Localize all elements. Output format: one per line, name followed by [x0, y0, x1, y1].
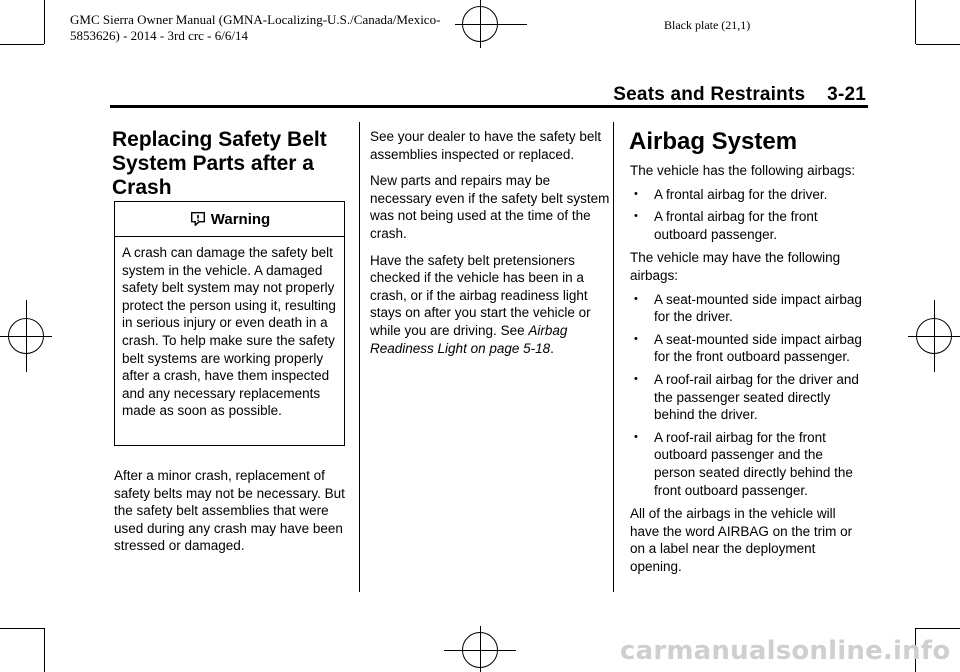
- new-parts-paragraph: New parts and repairs may be necessary even if the safety belt system was not being used at the time of the crash.: [370, 173, 610, 241]
- bullet-icon: •: [634, 372, 638, 385]
- dealer-paragraph: See your dealer to have the safety belt assemblies inspected or replaced.: [370, 129, 602, 162]
- section-title: Replacing Safety Belt System Parts after a Crash: [112, 128, 327, 199]
- bullet-icon: •: [634, 332, 638, 345]
- warning-label: Warning: [210, 210, 271, 228]
- airbag-closing: All of the airbags in the vehicle will have the word AIRBAG on the trim or on a label near the deployment opening.: [630, 506, 853, 574]
- airbag-list-standard: [630, 186, 866, 244]
- list-item: • A roof-rail airbag for the front outboard passenger and the person seated directly behind the front outboard passenger.: [634, 429, 853, 498]
- after-crash-paragraph: After a minor crash, replacement of safety belts may not be necessary. But the safety belt assemblies that were used during any crash may have been stressed or damaged.: [114, 468, 345, 554]
- warning-header: [115, 202, 344, 237]
- column-2: [370, 128, 610, 366]
- pretensioner-end: .: [550, 340, 554, 356]
- warning-text: A crash can damage the safety belt system in the vehicle. A damaged safety belt system may not properly protect the person using it, resulting in serious injury or even death in a crash. To help make sure the safety belt systems are working properly after a crash, have them inspected and any necessary replacements made as soon as possible.: [122, 245, 336, 419]
- pretensioner-text: Have the safety belt pretensioners checked if the vehicle has been in a crash, or if the airbag readiness light stays on after you start the vehicle or while you are driving. See: [370, 252, 591, 338]
- pretensioner-paragraph: [370, 252, 610, 358]
- bullet-icon: •: [634, 430, 638, 443]
- print-header-line2: 5853626) - 2014 - 3rd crc - 6/6/14: [70, 28, 248, 43]
- watermark: carmanualsonline.info: [620, 636, 951, 666]
- column-divider-1: [359, 122, 360, 592]
- header-rule: [110, 105, 868, 108]
- list-item: • A roof-rail airbag for the driver and the passenger seated directly behind the driver.: [634, 371, 859, 423]
- list-item: • A frontal airbag for the driver.: [634, 186, 828, 202]
- running-head: Seats and Restraints 3-21: [613, 84, 866, 105]
- column-divider-2: [613, 122, 614, 592]
- airbag-intro-2: The vehicle may have the following airbags:: [630, 250, 841, 283]
- list-item: • A seat-mounted side impact airbag for the driver.: [634, 291, 862, 325]
- bullet-icon: •: [634, 292, 638, 305]
- list-item: • A seat-mounted side impact airbag for the front outboard passenger.: [634, 331, 862, 365]
- warning-box: [114, 201, 345, 446]
- plate-label: Black plate (21,1): [664, 18, 751, 32]
- print-header-line1: GMC Sierra Owner Manual (GMNA-Localizing-U.S./Canada/Mexico-: [70, 12, 441, 27]
- print-header: [70, 12, 500, 44]
- bullet-icon: •: [634, 210, 638, 223]
- bullet-icon: •: [634, 187, 638, 200]
- airbag-readiness-link[interactable]: Airbag Readiness Light on page 5-18: [370, 322, 568, 356]
- airbag-list-optional: [630, 291, 866, 500]
- airbag-title: Airbag System: [629, 128, 798, 155]
- list-item: • A frontal airbag for the front outboard passenger.: [634, 209, 818, 242]
- column-3: [630, 128, 866, 581]
- warning-icon: [189, 210, 207, 228]
- airbag-intro-1: The vehicle has the following airbags:: [630, 163, 856, 178]
